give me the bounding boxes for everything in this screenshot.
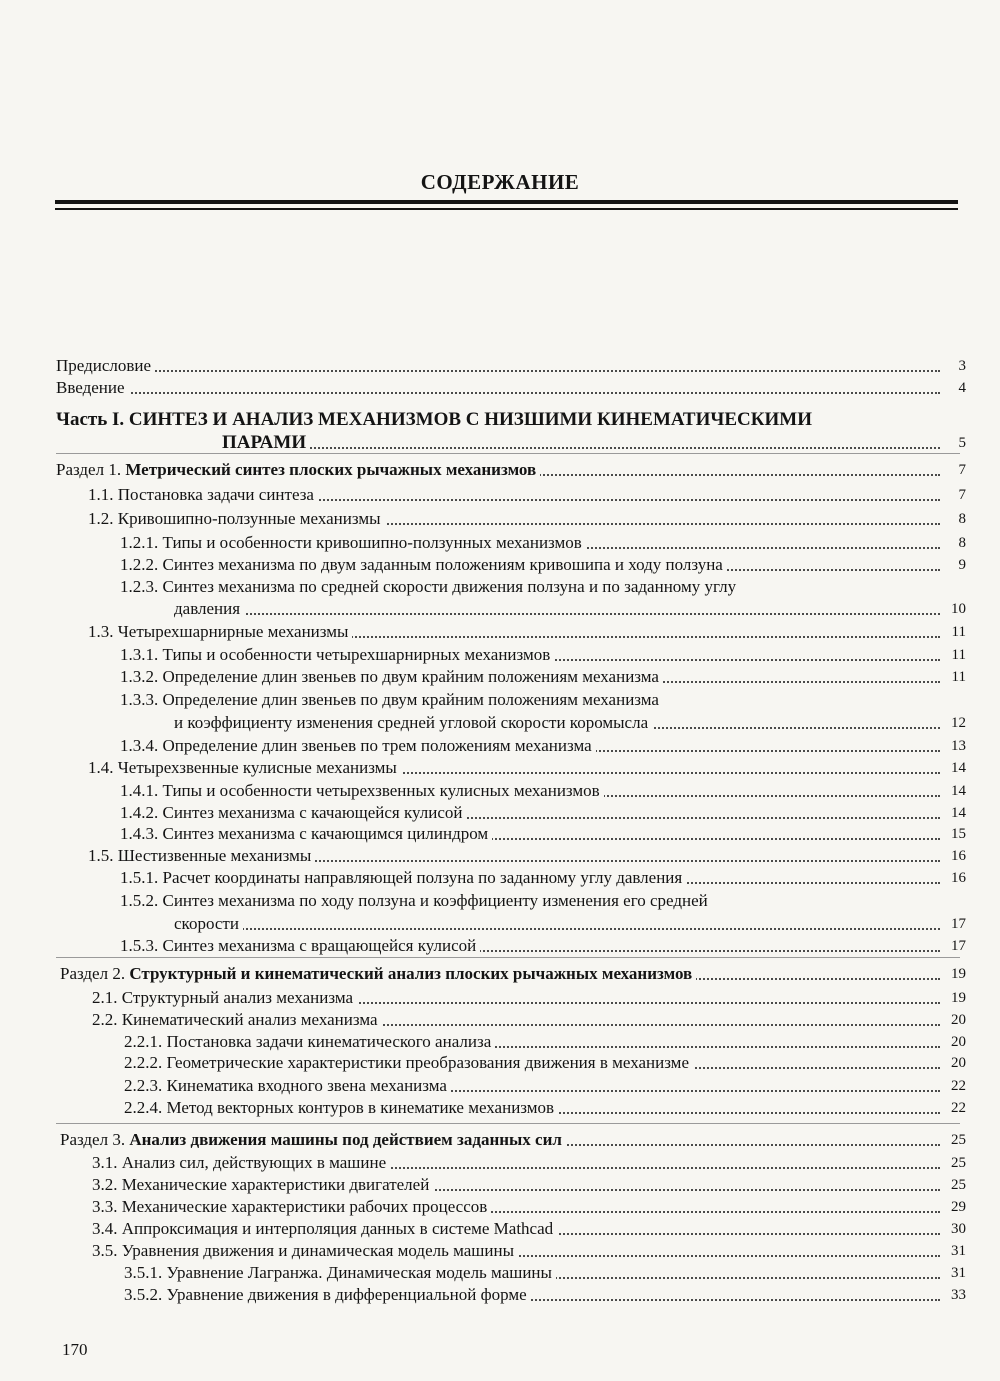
toc-entry[interactable] [56,1285,966,1307]
entry-number: 1.2.2. [120,555,159,574]
page-ref: 7 [956,487,967,503]
page-ref: 12 [948,715,966,731]
page-ref: 9 [956,557,967,573]
toc-entry[interactable] [56,758,966,780]
page-ref: 25 [948,1177,966,1193]
entry-number: 1.4.1. [120,781,159,800]
toc-entry[interactable] [56,622,966,644]
entry-number: 1.4.3. [120,824,159,843]
page-ref: 7 [956,462,967,478]
toc-entry[interactable] [56,868,966,890]
entry-number: 3.2. [92,1175,118,1194]
entry-title-line [120,690,659,710]
entry-title-line [120,533,586,553]
toc-entry[interactable] [56,509,966,531]
page-ref: 20 [948,1055,966,1071]
page-ref: 13 [948,738,966,754]
page-ref: 16 [948,848,966,864]
entry-title-line [120,577,736,597]
page-ref: 15 [948,826,966,842]
entry-title-line [120,645,554,665]
entry-title: Уравнения движения и динамическая модель машины [121,1241,514,1260]
entry-title-line [56,378,129,398]
toc-entry[interactable] [56,1197,966,1219]
entry-title-line [124,1098,558,1118]
page-ref: 22 [948,1100,966,1116]
page-ref: 20 [948,1012,966,1028]
toc-entry[interactable] [56,803,966,825]
entry-title-line [88,846,315,866]
entry-title-line [92,1010,382,1030]
toc-entry[interactable] [56,533,966,555]
entry-title: Расчет координаты направляющей ползуна по заданному углу давления [162,868,683,887]
section-separator [56,453,960,454]
entry-title: Определение длин звеньев по трем положениям механизма [162,736,592,755]
toc-entry[interactable] [56,1098,966,1120]
entry-number: 1.5.1. [120,868,159,887]
section-separator [56,1123,960,1124]
entry-number: 3.5.1. [124,1263,163,1282]
page-ref: 25 [948,1155,966,1171]
entry-title: Структурный анализ механизма [121,988,354,1007]
toc-entry[interactable] [56,690,966,735]
entry-number: 1.3.4. [120,736,159,755]
page-ref: 11 [949,624,966,640]
entry-number: 3.4. [92,1219,118,1238]
entry-title: Механические характеристики двигателей [121,1175,430,1194]
entry-title-line [92,1175,433,1195]
entry-title: Определение длин звеньев по двум крайним положениям механизма [162,690,659,709]
entry-number: 2.2.2. [124,1053,163,1072]
entry-title: Уравнение движения в дифференциальной форме [166,1285,527,1304]
page-number: 170 [62,1340,88,1359]
entry-title: Типы и особенности четырехзвенных кулисных механизмов [162,781,600,800]
toc-entry[interactable] [56,1130,966,1152]
entry-number: Раздел 2. [60,964,126,983]
entry-title-line [120,736,596,756]
entry-title: Кинематика входного звена механизма [166,1076,447,1095]
entry-number: Раздел 3. [60,1130,126,1149]
entry-title: Синтез механизма по средней скорости движения ползуна и по заданному углу [162,577,737,596]
entry-title-line [124,1053,693,1073]
toc-entry[interactable] [56,460,966,482]
entry-title-continued: скорости [174,914,243,934]
page-ref: 19 [948,990,966,1006]
entry-title-line [88,509,385,529]
page-ref: 30 [948,1221,966,1237]
page-ref: 22 [948,1078,966,1094]
entry-title-continued: ПАРАМИ [222,433,310,453]
entry-number: 2.2.3. [124,1076,163,1095]
entry-number: 1.3. [88,622,114,641]
entry-number: 1.1. [88,485,114,504]
dot-leader [174,613,940,615]
entry-title: Типы и особенности кривошипно-ползунных механизмов [162,533,582,552]
section-separator [56,957,960,958]
page-title: СОДЕРЖАНИЕ [420,170,580,194]
page-ref: 11 [949,647,966,663]
entry-number: 2.2.1. [124,1032,163,1051]
toc-entry[interactable] [56,936,966,958]
entry-number: 1.5.3. [120,936,159,955]
entry-title-line [120,936,480,956]
toc-entry[interactable] [56,1032,966,1054]
page-ref: 14 [948,805,966,821]
entry-title-line [120,824,492,844]
entry-title: Типы и особенности четырехшарнирных механизмов [162,645,551,664]
page-ref: 31 [948,1265,966,1281]
entry-title-continued: и коэффициенту изменения средней угловой скорости коромысла [174,713,652,733]
entry-title-line [120,667,663,687]
dot-leader [222,447,940,449]
page-ref: 5 [956,435,967,451]
toc-entry[interactable] [56,667,966,689]
entry-title-line [88,485,318,505]
page-ref: 17 [948,938,966,954]
entry-title: Синтез механизма по ходу ползуна и коэффициенту изменения его средней [162,891,708,910]
entry-title-line [56,410,812,430]
entry-title: Четырехшарнирные механизмы [117,622,349,641]
entry-title: Аппроксимация и интерполяция данных в системе Mathcad [121,1219,554,1238]
entry-title-line [92,1241,518,1261]
page-ref: 29 [948,1199,966,1215]
toc-entry[interactable] [56,1053,966,1075]
entry-title-line [60,1130,566,1150]
entry-number: Часть I. [56,409,125,430]
entry-title: Синтез механизма по двум заданным положениям кривошипа и ходу ползуна [162,555,723,574]
entry-number: 1.5. [88,846,114,865]
entry-title: Структурный и кинематический анализ плоских рычажных механизмов [129,964,693,983]
entry-number: 1.3.1. [120,645,159,664]
dot-leader [56,370,940,372]
title-rule-thin [55,208,958,210]
entry-number: 1.3.2. [120,667,159,686]
page-ref: 16 [948,870,966,886]
toc-entry[interactable] [56,1219,966,1241]
entry-title: Анализ движения машины под действием заданных сил [129,1130,562,1149]
dot-leader [56,392,940,394]
entry-title-line [92,1197,491,1217]
toc-entry[interactable] [56,1175,966,1197]
page-ref: 20 [948,1034,966,1050]
page-ref: 33 [948,1287,966,1303]
entry-number: 1.4.2. [120,803,159,822]
entry-number: 2.2. [92,1010,118,1029]
toc-entry[interactable] [56,781,966,803]
entry-title-line [120,868,686,888]
toc-entry[interactable] [56,1153,966,1175]
toc-entry[interactable] [56,1076,966,1098]
entry-title-line [56,356,155,376]
entry-number: 1.5.2. [120,891,159,910]
toc-entry[interactable] [56,1241,966,1263]
toc-entry[interactable] [56,736,966,758]
toc-entry[interactable] [56,485,966,507]
toc-entry[interactable] [56,824,966,846]
entry-title-line [124,1032,495,1052]
entry-title-line [120,803,467,823]
toc-entry[interactable] [56,555,966,577]
entry-number: 2.2.4. [124,1098,163,1117]
entry-title: Метрический синтез плоских рычажных механизмов [125,460,537,479]
entry-title: Синтез механизма с вращающейся кулисой [162,936,477,955]
page-ref: 14 [948,783,966,799]
entry-title: Определение длин звеньев по двум крайним положениям механизма [162,667,659,686]
toc-entry[interactable] [56,577,966,621]
entry-title: Механические характеристики рабочих процессов [121,1197,488,1216]
page-ref: 3 [956,358,967,374]
title-rule-thick [55,200,958,204]
entry-title-line [92,1219,557,1239]
entry-number: 1.2.1. [120,533,159,552]
toc-entry[interactable] [56,846,966,868]
toc-entry[interactable] [56,378,966,400]
page-ref: 4 [956,380,967,396]
entry-title: Предисловие [56,356,152,375]
entry-title: Анализ сил, действующих в машине [121,1153,387,1172]
entry-title: Кривошипно-ползунные механизмы [117,509,381,528]
page-ref: 25 [948,1132,966,1148]
page-ref: 31 [948,1243,966,1259]
entry-title: Введение [56,378,125,397]
page-ref: 11 [949,669,966,685]
toc-entry[interactable] [56,1263,966,1285]
entry-number: 1.3.3. [120,690,159,709]
page-ref: 19 [948,966,966,982]
entry-title-line [88,758,401,778]
entry-title: Синтез механизма с качающимся цилиндром [162,824,489,843]
entry-title: Шестизвенные механизмы [117,846,312,865]
entry-title-line [124,1263,556,1283]
page-ref: 8 [956,535,967,551]
toc-entry[interactable] [56,356,966,378]
entry-title: Уравнение Лагранжа. Динамическая модель машины [166,1263,552,1282]
entry-title-line [88,622,352,642]
entry-title: СИНТЕЗ И АНАЛИЗ МЕХАНИЗМОВ С НИЗШИМИ КИНЕМАТИЧЕСКИМИ [128,409,812,430]
toc-entry[interactable] [56,988,966,1010]
page-ref: 10 [948,601,966,617]
entry-title-line [92,1153,390,1173]
entry-number: 1.2.3. [120,577,159,596]
entry-number: 3.5.2. [124,1285,163,1304]
entry-title: Кинематический анализ механизма [121,1010,378,1029]
entry-title-line [120,781,604,801]
entry-title: Постановка задачи кинематического анализа [166,1032,492,1051]
toc-entry[interactable] [56,645,966,667]
entry-title: Метод векторных контуров в кинематике механизмов [166,1098,555,1117]
entry-title: Геометрические характеристики преобразования движения в механизме [166,1053,689,1072]
toc-entry[interactable] [56,964,966,986]
entry-title-line [124,1285,531,1305]
page-ref: 17 [948,916,966,932]
entry-number: 1.4. [88,758,114,777]
entry-title-line [120,891,708,911]
entry-title: Постановка задачи синтеза [117,485,314,504]
entry-title-line [60,964,696,984]
entry-number: 2.1. [92,988,118,1007]
entry-number: 3.3. [92,1197,118,1216]
entry-number: 3.1. [92,1153,118,1172]
page-ref: 14 [948,760,966,776]
page-ref: 8 [956,511,967,527]
entry-title: Четырехзвенные кулисные механизмы [117,758,397,777]
entry-number: 3.5. [92,1241,118,1260]
entry-title: Синтез механизма с качающейся кулисой [162,803,463,822]
dot-leader [174,928,940,930]
entry-title-line [120,555,727,575]
entry-number: 1.2. [88,509,114,528]
entry-number: Раздел 1. [56,460,122,479]
toc-entry[interactable] [56,1010,966,1032]
toc-entry[interactable] [56,891,966,936]
toc-entry[interactable] [56,409,966,455]
entry-title-continued: давления [174,599,244,619]
entry-title-line [92,988,357,1008]
entry-title-line [56,460,540,480]
entry-title-line [124,1076,451,1096]
